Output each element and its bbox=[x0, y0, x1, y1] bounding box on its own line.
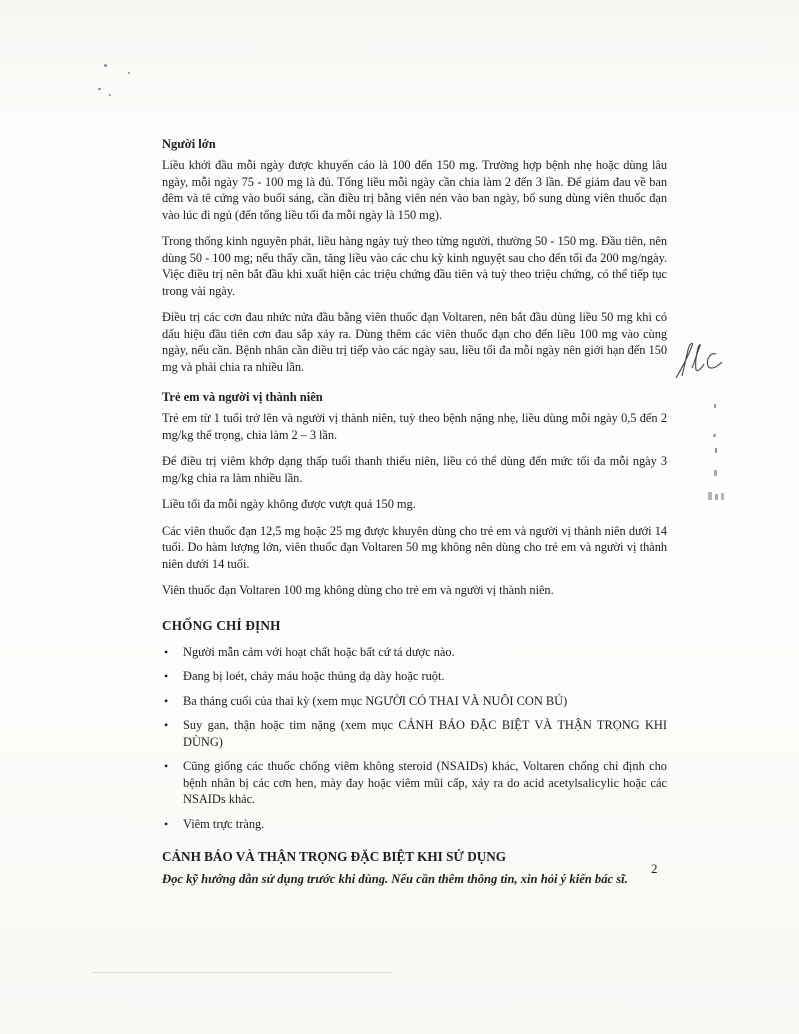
adults-paragraph-3: Điều trị các cơn đau nhức nửa đầu bằng viên thuốc đạn Voltaren, nên bắt đầu dùng liều 50 mg khi có dấu hiệu đầu tiên cơn đau sắp xảy ra. Dùng thêm các viên thuốc đạn cho đến liều 100 mg vào cùng ngày, nếu cần. Bệnh nhân cần điều trị tiếp vào các ngày sau, liều tối đa mỗi ngày nên giới hạn đến 150 mg và phải chia ra nhiều lần. bbox=[162, 310, 667, 374]
list-item-text: Cũng giống các thuốc chống viêm không steroid (NSAIDs) khác, Voltaren chống chỉ định cho bệnh nhân bị các cơn hen, mày đay hoặc viêm mũi cấp, xảy ra do acid acetylsalicylic hoặc các NSAIDs khác. bbox=[183, 759, 667, 806]
list-item bbox=[162, 717, 667, 750]
scan-speck bbox=[109, 94, 111, 96]
list-item-text: Suy gan, thận hoặc tim nặng (xem mục CẢNH BÁO ĐẶC BIỆT VÀ THẬN TRỌNG KHI DÙNG) bbox=[183, 718, 667, 749]
list-item-text: Viêm trực tràng. bbox=[183, 816, 265, 831]
list-item-text: Đang bị loét, chảy máu hoặc thủng dạ dày hoặc ruột. bbox=[183, 669, 445, 683]
list-item bbox=[162, 668, 667, 685]
bullet-icon: • bbox=[164, 718, 169, 732]
bullet-icon: • bbox=[164, 644, 169, 659]
footer-rule bbox=[92, 972, 392, 973]
children-paragraph-2: Để điều trị viêm khớp dạng thấp tuổi thanh thiếu niên, liều có thể dùng đến mức tối đa mỗi ngày 3 mg/kg chia ra làm nhiều lần. bbox=[162, 454, 667, 485]
bullet-icon: • bbox=[164, 816, 169, 831]
margin-marks bbox=[700, 400, 730, 510]
list-item bbox=[162, 758, 667, 808]
adults-paragraph-1: Liều khởi đầu mỗi ngày được khuyến cáo là 100 đến 150 mg. Trường hợp bệnh nhẹ hoặc dùng lâu ngày, mỗi ngày 75 - 100 mg là đủ. Tổng liều mỗi ngày cần chia làm 2 đến 3 lần. Để giảm đau về ban đêm và tê cứng vào buổi sáng, cần điều trị bằng viên nén vào ban ngày, bổ sung dùng viên thuốc đạn vào lúc đi ngủ (đến tổng liều tối đa mỗi ngày là 150 mg). bbox=[162, 158, 667, 222]
children-paragraph-5: Viên thuốc đạn Voltaren 100 mg không dùng cho trẻ em và người vị thành niên. bbox=[162, 583, 554, 597]
bullet-icon: • bbox=[164, 759, 169, 773]
document-body bbox=[162, 136, 667, 887]
page-number: 2 bbox=[651, 861, 658, 876]
warnings-heading: CẢNH BÁO VÀ THẬN TRỌNG ĐẶC BIỆT KHI SỬ DỤNG bbox=[162, 849, 507, 864]
children-paragraph-1: Trẻ em từ 1 tuổi trở lên và người vị thành niên, tuỳ theo bệnh nặng nhẹ, liều dùng mỗi ngày 0,5 đến 2 mg/kg thể trọng, chia làm 2 – 3 lần. bbox=[162, 411, 667, 442]
scan-speck bbox=[104, 64, 107, 67]
list-item bbox=[162, 693, 667, 710]
handwritten-initials bbox=[672, 338, 732, 382]
adults-paragraph-2: Trong thống kinh nguyên phát, liều hàng ngày tuỳ theo từng người, thường 50 - 150 mg. Đầu tiên, nên dùng 50 - 100 mg; nếu thấy cần, tăng liều vào các chu kỳ kinh nguyệt sau cho đến tối đa 200 mg/ngày. Việc điều trị nên bắt đầu khi xuất hiện các triệu chứng đầu tiên và tuỳ theo triệu chứng, có thể tiếp tục trong vài ngày. bbox=[162, 234, 667, 298]
bullet-icon: • bbox=[164, 669, 169, 683]
contraindications-list bbox=[162, 644, 667, 833]
adults-heading: Người lớn bbox=[162, 137, 216, 151]
scan-speck bbox=[128, 72, 130, 74]
scan-speck bbox=[98, 88, 101, 90]
list-item bbox=[162, 816, 667, 833]
children-paragraph-4: Các viên thuốc đạn 12,5 mg hoặc 25 mg được khuyên dùng cho trẻ em và người vị thành niên dưới 14 tuổi. Do hàm lượng lớn, viên thuốc đạn Voltaren 50 mg không nên dùng cho trẻ em và người vị thành niên dưới 14 tuổi. bbox=[162, 523, 667, 571]
list-item-text: Người mẫn cảm với hoạt chất hoặc bất cứ tá dược nào. bbox=[183, 644, 455, 659]
children-paragraph-3: Liều tối đa mỗi ngày không được vượt quá 150 mg. bbox=[162, 497, 416, 511]
list-item-text: Ba tháng cuối của thai kỳ (xem mục NGƯỜI CÓ THAI VÀ NUÔI CON BÚ) bbox=[183, 693, 568, 708]
bullet-icon: • bbox=[164, 693, 169, 708]
warnings-note: Đọc kỹ hướng dẫn sử dụng trước khi dùng. Nếu cần thêm thông tin, xin hỏi ý kiến bác sĩ. bbox=[162, 872, 628, 886]
contraindications-heading: CHỐNG CHỈ ĐỊNH bbox=[162, 617, 281, 633]
list-item bbox=[162, 644, 667, 661]
children-heading: Trẻ em và người vị thành niên bbox=[162, 390, 323, 404]
